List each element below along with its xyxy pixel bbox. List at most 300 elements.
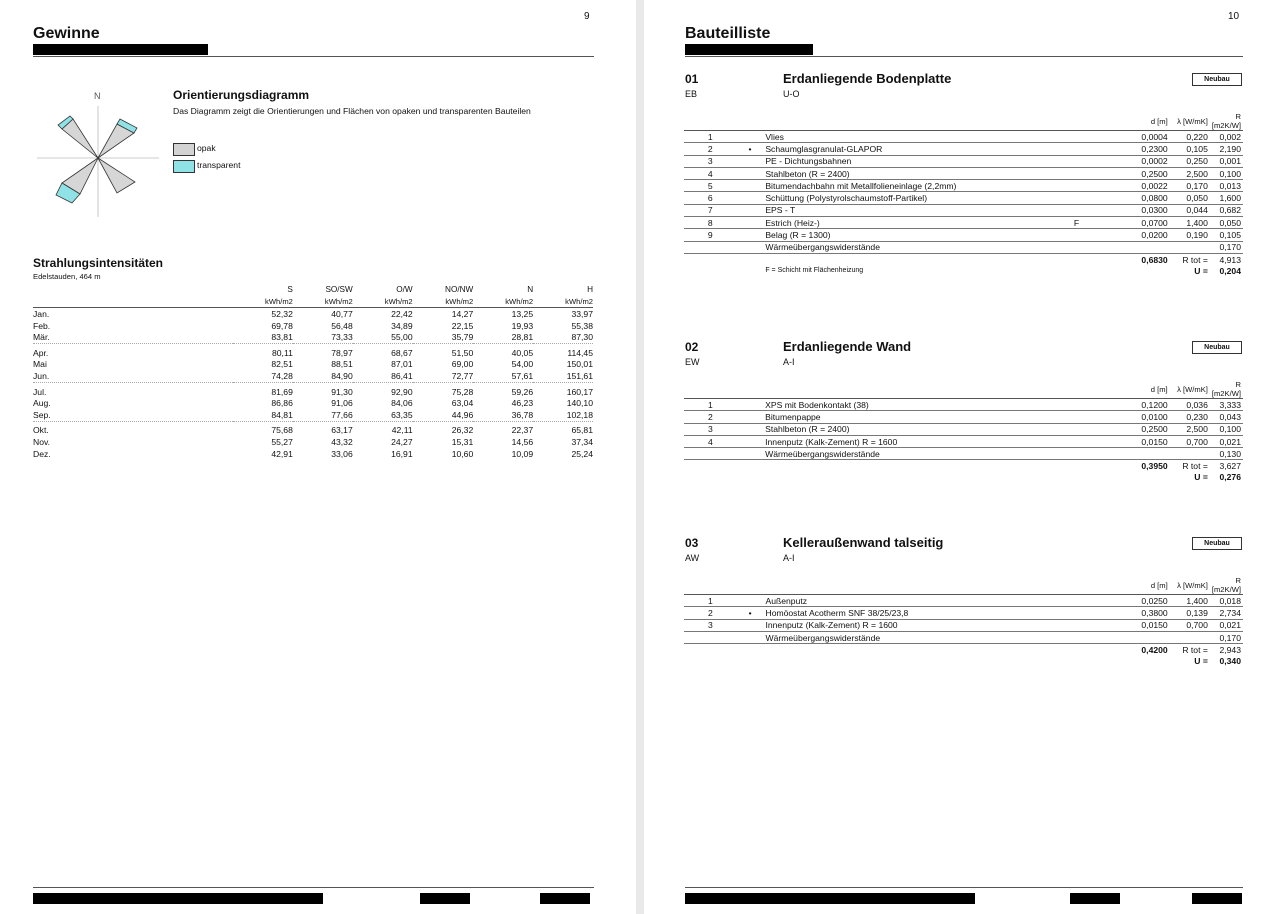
layer-resistance: 0,001 (1210, 155, 1243, 167)
blank (684, 241, 737, 253)
layer-marker (737, 399, 763, 411)
u-value: 0,340 (1219, 656, 1241, 667)
layer-number: 2 (684, 607, 737, 619)
layer-row (684, 131, 1243, 143)
legend-swatch-transparent (173, 160, 195, 173)
radiation-value: 19,93 (511, 320, 534, 331)
layer-resistance: 2,734 (1210, 607, 1243, 619)
layer-resistance: 0,013 (1210, 180, 1243, 192)
column-header-r: R [m2K/W] (1211, 380, 1241, 398)
footer-redaction (420, 893, 470, 904)
layer-marker (737, 167, 764, 179)
layer-row (684, 399, 1243, 411)
component-code: EB (685, 89, 698, 99)
radiation-value: 92,90 (353, 382, 413, 397)
u-label: U = (1194, 472, 1208, 483)
layer-flag (1024, 131, 1128, 143)
layer-flag (1024, 204, 1128, 216)
unit-label: kWh/m2 (473, 296, 533, 308)
layer-flag (1024, 143, 1128, 155)
radiation-value: 77,66 (331, 409, 353, 420)
layer-resistance: 0,043 (1210, 411, 1243, 423)
layer-marker (737, 204, 764, 216)
radiation-row (33, 320, 593, 332)
layer-resistance: 0,100 (1210, 423, 1243, 435)
layer-row (684, 595, 1243, 607)
radiation-units-row (33, 296, 593, 308)
legend-label-opak: opak (197, 143, 216, 153)
rtot-value: 3,627 (1219, 461, 1241, 472)
layer-name: Bitumenpappe (763, 411, 1025, 423)
layer-marker (737, 435, 763, 447)
layer-row (684, 435, 1243, 447)
layer-row (684, 167, 1243, 179)
layer-flag: F (1024, 217, 1128, 229)
layer-number: 1 (684, 131, 737, 143)
column-header-lambda: λ [W/mK] (1170, 380, 1210, 399)
layer-flag (1024, 229, 1128, 241)
radiation-value: 42,11 (353, 421, 413, 436)
radiation-value: 83,81 (271, 332, 293, 343)
blank (737, 655, 764, 666)
layer-thickness: 0,1200 (1128, 399, 1169, 411)
radiation-value: 59,26 (473, 382, 533, 397)
column-header: SO/SW (325, 285, 353, 295)
unit-label: kWh/m2 (413, 296, 474, 308)
layer-flag (1025, 607, 1129, 619)
component-number: 02 (685, 340, 699, 354)
layer-thickness: 0,2500 (1129, 167, 1170, 179)
layer-lambda: 1,400 (1170, 595, 1210, 607)
column-header: NO/NW (445, 285, 474, 295)
radiation-value: 25,24 (571, 448, 593, 459)
layer-lambda: 2,500 (1170, 167, 1210, 179)
radiation-value: 87,30 (571, 332, 593, 343)
u-label: U = (1194, 656, 1208, 667)
blank (684, 460, 737, 472)
transition-resistance: 0,170 (1210, 631, 1243, 643)
month-label: Jan. (33, 308, 50, 319)
radiation-value: 56,48 (331, 320, 353, 331)
layer-thickness: 0,0250 (1129, 595, 1170, 607)
layer-marker: • (737, 143, 764, 155)
component-number: 01 (685, 72, 699, 86)
transition-label: Wärmeübergangswiderstände (763, 241, 1024, 253)
blank (1170, 241, 1210, 253)
radiation-value: 36,78 (511, 409, 534, 420)
layer-name: XPS mit Bodenkontakt (38) (763, 399, 1025, 411)
month-label: Apr. (33, 343, 233, 358)
header-blank (1025, 576, 1129, 595)
layer-lambda: 0,230 (1170, 411, 1210, 423)
layer-number: 3 (684, 619, 737, 631)
layer-flag (1024, 167, 1128, 179)
column-header-d: d [m] (1128, 380, 1169, 399)
layer-name: PE - Dichtungsbahnen (763, 155, 1024, 167)
layer-resistance: 0,018 (1210, 595, 1243, 607)
blank (684, 265, 737, 276)
total-thickness: 0,3950 (1141, 461, 1168, 472)
layer-marker (737, 411, 763, 423)
right-page (644, 0, 1280, 914)
radiation-value: 54,00 (511, 359, 534, 370)
radiation-table (33, 284, 593, 459)
layer-lambda: 0,050 (1170, 192, 1210, 204)
radiation-value: 78,97 (293, 343, 353, 358)
radiation-value: 73,33 (331, 332, 353, 343)
radiation-value: 43,32 (331, 436, 353, 447)
layer-number: 6 (684, 192, 737, 204)
layer-thickness: 0,0300 (1129, 204, 1170, 216)
radiation-value: 80,11 (233, 343, 293, 358)
header-blank (684, 112, 737, 131)
header-blank (763, 380, 1025, 399)
month-label: Feb. (33, 320, 51, 331)
layer-flag (1024, 192, 1128, 204)
blank (1129, 265, 1170, 276)
layer-row (684, 423, 1243, 435)
radiation-header-row (33, 284, 593, 296)
component-subtype: A-I (783, 357, 795, 367)
month-label: Jun. (33, 370, 50, 381)
radiation-value: 55,00 (391, 332, 413, 343)
layer-flag (1024, 155, 1128, 167)
radiation-value: 44,96 (451, 409, 474, 420)
blank (1170, 448, 1210, 460)
layer-lambda: 0,250 (1170, 155, 1210, 167)
column-header-d: d [m] (1129, 112, 1170, 131)
radiation-value: 46,23 (511, 398, 534, 409)
layer-name: EPS - T (763, 204, 1024, 216)
rtot-value: 2,943 (1219, 644, 1241, 655)
radiation-value: 69,00 (451, 359, 474, 370)
radiation-value: 91,30 (293, 382, 353, 397)
transition-row (684, 448, 1243, 460)
radiation-value: 86,41 (391, 370, 413, 381)
page-number: 10 (1228, 11, 1240, 22)
status-badge: Neubau (1192, 73, 1242, 86)
layer-row (684, 607, 1243, 619)
header-blank (737, 112, 764, 131)
radiation-value: 75,68 (233, 421, 293, 436)
radiation-value: 34,89 (391, 320, 413, 331)
layer-thickness: 0,0200 (1129, 229, 1170, 241)
blank (1170, 631, 1210, 643)
footer-redaction (685, 893, 975, 904)
layer-resistance: 0,002 (1210, 131, 1243, 143)
layer-thickness: 0,0022 (1129, 180, 1170, 192)
radiation-value: 88,51 (331, 359, 353, 370)
radiation-value: 63,35 (391, 409, 413, 420)
radiation-value: 102,18 (566, 409, 593, 420)
header-blank (1024, 112, 1128, 131)
layer-name: Vlies (763, 131, 1024, 143)
radiation-value: 14,27 (451, 308, 474, 319)
layer-header-row (684, 380, 1243, 399)
radiation-value: 26,32 (413, 421, 474, 436)
layer-resistance: 0,682 (1210, 204, 1243, 216)
blank (1025, 472, 1129, 483)
radiation-value: 35,79 (451, 332, 474, 343)
radiation-value: 51,50 (413, 343, 474, 358)
layer-marker (737, 180, 764, 192)
opak-petal-se (98, 158, 135, 193)
layer-number: 2 (684, 143, 737, 155)
units-blank (33, 296, 233, 308)
header-blank (1025, 380, 1129, 399)
total-row (684, 460, 1243, 472)
column-header-lambda: λ [W/mK] (1170, 112, 1210, 131)
month-label: Jul. (33, 382, 233, 397)
blank (737, 448, 763, 460)
month-label: Aug. (33, 398, 51, 409)
layer-thickness: 0,0800 (1129, 192, 1170, 204)
component-code: AW (685, 553, 700, 563)
header-rule (33, 56, 594, 57)
layer-flag (1025, 411, 1129, 423)
radiation-value: 84,81 (271, 409, 293, 420)
radiation-value: 68,67 (353, 343, 413, 358)
layer-row (684, 143, 1243, 155)
radiation-value: 52,32 (271, 308, 293, 319)
radiation-row (33, 409, 593, 421)
radiation-value: 65,81 (533, 421, 593, 436)
header-blank (763, 576, 1024, 595)
layer-flag (1025, 423, 1129, 435)
month-label: Okt. (33, 421, 233, 436)
layer-thickness: 0,2300 (1129, 143, 1170, 155)
radiation-row (33, 397, 593, 409)
layer-number: 1 (684, 595, 737, 607)
rtot-label: R tot = (1182, 644, 1208, 655)
layer-number: 9 (684, 229, 737, 241)
layer-number: 2 (684, 411, 737, 423)
radiation-value: 140,10 (566, 398, 593, 409)
radiation-value: 16,91 (391, 448, 413, 459)
month-label: Dez. (33, 448, 51, 459)
column-header: N (527, 285, 534, 295)
radiation-row (33, 359, 593, 371)
radiation-value: 33,06 (331, 448, 353, 459)
layer-resistance: 0,100 (1210, 167, 1243, 179)
layer-resistance: 3,333 (1210, 399, 1243, 411)
radiation-value: 22,42 (391, 308, 413, 319)
heating-note (763, 655, 1024, 666)
layer-header-row (684, 576, 1243, 595)
radiation-value: 82,51 (271, 359, 293, 370)
radiation-value: 22,37 (473, 421, 533, 436)
blank (1024, 265, 1128, 276)
transition-label: Wärmeübergangswiderstände (763, 631, 1024, 643)
footer-redaction (1070, 893, 1120, 904)
u-value-row (684, 472, 1243, 483)
layer-name: Innenputz (Kalk-Zement) R = 1600 (763, 619, 1024, 631)
blank (737, 265, 764, 276)
total-row (684, 644, 1243, 656)
component-number: 03 (685, 536, 699, 550)
radiation-value: 55,38 (571, 320, 593, 331)
legend-label-transparent: transparent (197, 160, 241, 170)
layer-lambda: 0,044 (1170, 204, 1210, 216)
layer-number: 8 (684, 217, 737, 229)
rtot-value: 4,913 (1219, 254, 1241, 265)
radiation-value: 81,69 (233, 382, 293, 397)
component-title: Kelleraußenwand talseitig (783, 535, 944, 550)
radiation-value: 10,60 (451, 448, 474, 459)
radiation-value: 69,78 (271, 320, 293, 331)
layer-name: Schüttung (Polystyrolschaumstoff-Partikel) (763, 192, 1024, 204)
radiation-value: 84,06 (391, 398, 413, 409)
radiation-value: 40,05 (473, 343, 533, 358)
layer-resistance: 0,105 (1210, 229, 1243, 241)
transition-resistance: 0,170 (1210, 241, 1243, 253)
layer-marker (737, 423, 763, 435)
blank (1024, 241, 1128, 253)
u-value-row (684, 265, 1243, 276)
radiation-value: 40,77 (331, 308, 353, 319)
unit-label: kWh/m2 (233, 296, 293, 308)
layer-lambda: 1,400 (1170, 217, 1210, 229)
layer-number: 5 (684, 180, 737, 192)
layer-flag (1025, 619, 1129, 631)
radiation-value: 151,61 (566, 370, 593, 381)
blank (1025, 655, 1129, 666)
heating-note: F = Schicht mit Flächenheizung (765, 267, 864, 275)
radiation-row (33, 343, 593, 358)
blank (1025, 460, 1129, 472)
radiation-value: 86,86 (271, 398, 293, 409)
radiation-value: 15,31 (451, 436, 474, 447)
diagram-title: Orientierungsdiagramm (173, 88, 310, 102)
layer-name: Estrich (Heiz-) (763, 217, 1024, 229)
blank (763, 460, 1025, 472)
layer-row (684, 229, 1243, 241)
layer-resistance: 0,021 (1210, 619, 1243, 631)
radiation-value: 42,91 (271, 448, 293, 459)
blank (1129, 631, 1170, 643)
compass-north-label: N (94, 91, 101, 101)
layer-lambda: 0,700 (1170, 619, 1210, 631)
radiation-row (33, 382, 593, 397)
column-header-r: R [m2K/W] (1211, 576, 1241, 594)
blank (1025, 644, 1129, 656)
radiation-value: 74,28 (271, 370, 293, 381)
radiation-value: 33,97 (571, 308, 593, 319)
layer-marker (737, 155, 764, 167)
total-thickness: 0,6830 (1141, 254, 1168, 265)
component-code: EW (685, 357, 700, 367)
layer-header-row (684, 112, 1243, 131)
layer-name: Stahlbeton (R = 2400) (763, 167, 1024, 179)
layer-row (684, 192, 1243, 204)
page-title: Bauteilliste (685, 25, 771, 42)
radiation-row (33, 370, 593, 382)
layer-table (684, 380, 1243, 483)
layer-row (684, 411, 1243, 423)
blank (1024, 253, 1128, 265)
radiation-value: 160,17 (533, 382, 593, 397)
footer-redaction (540, 893, 590, 904)
page-number: 9 (584, 11, 590, 22)
layer-lambda: 0,139 (1170, 607, 1210, 619)
column-header-r: R [m2K/W] (1211, 112, 1241, 130)
layer-number: 1 (684, 399, 737, 411)
component-subtype: A-I (783, 553, 795, 563)
component-subtype: U-O (783, 89, 800, 99)
radiation-value: 114,45 (533, 343, 593, 358)
layer-resistance: 2,190 (1210, 143, 1243, 155)
radiation-row (33, 436, 593, 448)
layer-marker (737, 192, 764, 204)
header-blank (684, 576, 737, 595)
layer-marker (737, 595, 764, 607)
blank (737, 631, 764, 643)
layer-marker (737, 131, 764, 143)
transition-label: Wärmeübergangswiderstände (763, 448, 1025, 460)
radiation-row (33, 448, 593, 460)
layer-row (684, 155, 1243, 167)
blank (684, 631, 737, 643)
orientation-diagram (33, 86, 163, 221)
blank (1128, 448, 1169, 460)
header-blank (684, 380, 737, 399)
layer-name: Außenputz (763, 595, 1024, 607)
radiation-value: 14,56 (511, 436, 534, 447)
layer-name: Innenputz (Kalk-Zement) R = 1600 (763, 435, 1025, 447)
footer-rule (33, 887, 594, 888)
transition-resistance: 0,130 (1210, 448, 1243, 460)
layer-lambda: 0,190 (1170, 229, 1210, 241)
radiation-value: 28,81 (511, 332, 534, 343)
layer-row (684, 180, 1243, 192)
radiation-row (33, 308, 593, 320)
layer-table (684, 576, 1243, 667)
radiation-value: 75,28 (413, 382, 474, 397)
layer-marker (737, 217, 764, 229)
layer-resistance: 0,021 (1210, 435, 1243, 447)
layer-number: 3 (684, 423, 737, 435)
redaction-bar (685, 44, 813, 55)
radiation-value: 57,61 (511, 370, 534, 381)
radiation-value: 84,90 (331, 370, 353, 381)
layer-name: Homöostat Acotherm SNF 38/25/23,8 (763, 607, 1024, 619)
footer-rule (685, 887, 1243, 888)
footer-redaction (1192, 893, 1242, 904)
header-blank (33, 284, 233, 296)
blank (684, 472, 737, 483)
rtot-label: R tot = (1182, 461, 1208, 472)
left-page (0, 0, 636, 914)
unit-label: kWh/m2 (533, 296, 593, 308)
component-title: Erdanliegende Wand (783, 339, 912, 354)
unit-label: kWh/m2 (353, 296, 413, 308)
radiation-value: 10,09 (511, 448, 534, 459)
month-label: Mai (33, 359, 47, 370)
footer-redaction (33, 893, 323, 904)
blank (684, 655, 737, 666)
u-label: U = (1194, 265, 1208, 276)
layer-thickness: 0,2500 (1128, 423, 1169, 435)
radiation-value: 13,25 (511, 308, 534, 319)
blank (737, 241, 764, 253)
radiation-value: 37,34 (571, 436, 593, 447)
layer-lambda: 2,500 (1170, 423, 1210, 435)
radiation-row (33, 421, 593, 436)
u-value: 0,276 (1219, 472, 1241, 483)
layer-name: Schaumglasgranulat-GLAPOR (763, 143, 1024, 155)
radiation-value: 24,27 (391, 436, 413, 447)
column-header: H (587, 285, 593, 295)
